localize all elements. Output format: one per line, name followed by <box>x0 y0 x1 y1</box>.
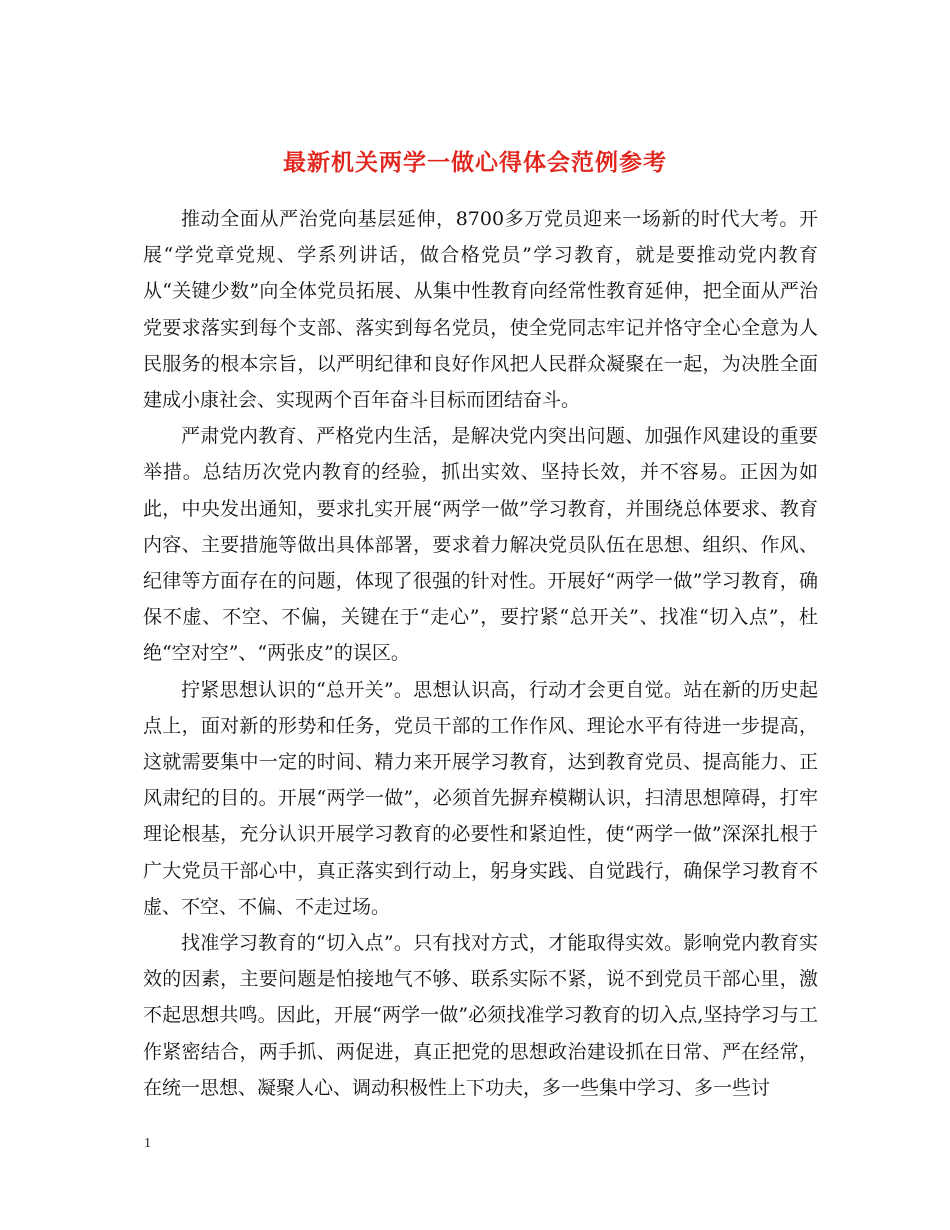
document-title: 最新机关两学一做心得体会范例参考 <box>283 149 667 177</box>
paragraph-1: 推动全面从严治党向基层延伸，8700多万党员迎来一场新的时代大考。开展“学党章党规、学系列讲话，做合格党员”学习教育，就是要推动党内教育从“关键少数”向全体党员拓展、从集中性教育向经常性教育延伸，把全面从严治党要求落实到每个支部、落实到每名党员，使全党同志牢记并恪守全心全意为人民服务的根本宗旨，以严明纪律和良好作风把人民群众凝聚在一起，为决胜全面建成小康社会、实现两个百年奋斗目标而团结奋斗。 <box>143 208 818 412</box>
paragraph-2: 严肃党内教育、严格党内生活，是解决党内突出问题、加强作风建设的重要举措。总结历次党内教育的经验，抓出实效、坚持长效，并不容易。正因为如此，中央发出通知，要求扎实开展“两学一做”学习教育，并围绕总体要求、教育内容、主要措施等做出具体部署，要求着力解决党员队伍在思想、组织、作风、纪律等方面存在的问题，体现了很强的针对性。开展好“两学一做”学习教育，确保不虚、不空、不偏，关键在于“走心”，要拧紧“总开关”、找准“切入点”，杜绝“空对空”、“两张皮”的误区。 <box>143 425 818 665</box>
paragraph-4: 找准学习教育的“切入点”。只有找对方式，才能取得实效。影响党内教育实效的因素，主要问题是怕接地气不够、联系实际不紧，说不到党员干部心里，激不起思想共鸣。因此，开展“两学一做”必须找准学习教育的切入点,坚持学习与工作紧密结合，两手抓、两促进，真正把党的思想政治建设抓在日常、严在经常，在统一思想、凝聚人心、调动积极性上下功夫，多一些集中学习、多一些讨 <box>143 932 818 1099</box>
document-body <box>143 201 818 1106</box>
paragraph-3: 拧紧思想认识的“总开关”。思想认识高，行动才会更自觉。站在新的历史起点上，面对新的形势和任务，党员干部的工作作风、理论水平有待进一步提高，这就需要集中一定的时间、精力来开展学习教育，达到教育党员、提高能力、正风肃纪的目的。开展“两学一做”，必须首先摒弃模糊认识，扫清思想障碍，打牢理论根基，充分认识开展学习教育的必要性和紧迫性，使“两学一做”深深扎根于广大党员干部心中，真正落实到行动上，躬身实践、自觉践行，确保学习教育不虚、不空、不偏、不走过场。 <box>143 678 818 918</box>
page-number: 1 <box>144 1136 151 1151</box>
